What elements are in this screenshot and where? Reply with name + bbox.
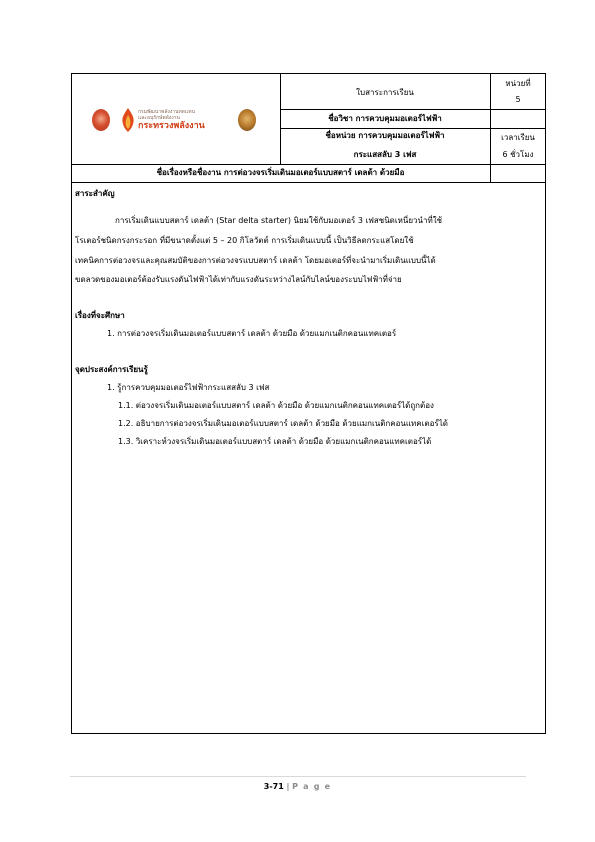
royal-seal-icon <box>92 109 110 131</box>
objectives-heading: จุดประสงค์การเรียนรู้ <box>75 365 148 374</box>
subject-name: ชื่อวิชา การควบคุมมอเตอร์ไฟฟ้า <box>328 114 442 123</box>
footer-separator: | <box>286 782 290 791</box>
essence-line: โรเตอร์ชนิดกรงกระรอก ที่มีขนาดตั้งแต่ 5 – 20 กิโลวัตต์ การเริ่มเดินแบบนี้ เป็นวิธีลดกระแสโดยใช้ <box>75 236 414 245</box>
objective-main: 1. รู้การควบคุมมอเตอร์ไฟฟ้ากระแสสลับ 3 เฟส <box>107 383 270 392</box>
task-title: ชื่อเรื่องหรือชื่องาน การต่อวงจรเริ่มเดินมอเตอร์แบบสตาร์ เดลต้า ด้วยมือ <box>156 168 405 177</box>
page-number: 3-71 <box>263 782 284 791</box>
page-word: P a g e <box>292 782 332 791</box>
objective-sub-item: 1.1. ต่อวงจรเริ่มเดินมอเตอร์แบบสตาร์ เดลต้า ด้วยมือ ด้วยแมกเนติกคอนแทคเตอร์ได้ถูกต้อง <box>118 401 434 410</box>
flame-logo-icon <box>118 107 138 133</box>
essence-line: เทคนิคการต่อวงจรและคุณสมบัติของการต่อวงจรแบบสตาร์ เดลต้า โดยมอเตอร์ที่จะนำมาเริ่มเดินแบบนี้ได้ <box>75 256 436 265</box>
table-rule <box>280 109 546 110</box>
document-type: ใบสาระการเรียน <box>356 88 414 97</box>
table-rule <box>71 164 546 165</box>
table-rule <box>490 73 491 182</box>
unit-name-line2: กระแสสลับ 3 เฟส <box>353 150 417 159</box>
ministry-name: กระทรวงพลังงาน <box>138 121 205 131</box>
footer-rule <box>70 776 526 777</box>
topics-heading: เรื่องที่จะศึกษา <box>75 311 125 320</box>
agency-name-line1: กรมพัฒนาพลังงานทดแทน <box>138 109 195 115</box>
table-rule <box>71 182 546 183</box>
objective-sub-item: 1.3. วิเคราะห์วงจรเริ่มเดินมอเตอร์แบบสตาร์ เดลต้า ด้วยมือ ด้วยแมกเนติกคอนแทคเตอร์ได้ <box>118 437 432 446</box>
table-rule <box>280 128 546 129</box>
study-time-value: 6 ชั่วโมง <box>502 150 534 159</box>
agency-name-line2: และอนุรักษ์พลังงาน <box>138 115 180 121</box>
page-footer <box>0 782 595 792</box>
unit-name-line1: ชื่อหน่วย การควบคุมมอเตอร์ไฟฟ้า <box>325 131 445 140</box>
ministry-emblem-icon <box>238 109 256 131</box>
study-time-label: เวลาเรียน <box>501 133 535 142</box>
unit-number: 5 <box>515 95 521 104</box>
unit-label: หน่วยที่ <box>505 79 531 88</box>
topic-item: 1. การต่อวงจรเริ่มเดินมอเตอร์แบบสตาร์ เดลต้า ด้วยมือ ด้วยแมกเนติกคอนแทคเตอร์ <box>107 329 397 338</box>
essence-line: การเริ่มเดินแบบสตาร์ เดลต้า (Star delta starter) นิยมใช้กับมอเตอร์ 3 เฟสชนิดเหนี่ยวนำที่ใช้ <box>115 216 443 225</box>
essence-line: ขดลวดของมอเตอร์ต้องรับแรงดันไฟฟ้าได้เท่ากับแรงดันระหว่างไลน์กับไลน์ของระบบไฟฟ้าที่จ่าย <box>75 275 402 284</box>
essence-heading: สาระสำคัญ <box>75 189 115 198</box>
objective-sub-item: 1.2. อธิบายการต่อวงจรเริ่มเดินมอเตอร์แบบสตาร์ เดลต้า ด้วยมือ ด้วยแมกเนติกคอนแทคเตอร์ได้ <box>118 419 448 428</box>
